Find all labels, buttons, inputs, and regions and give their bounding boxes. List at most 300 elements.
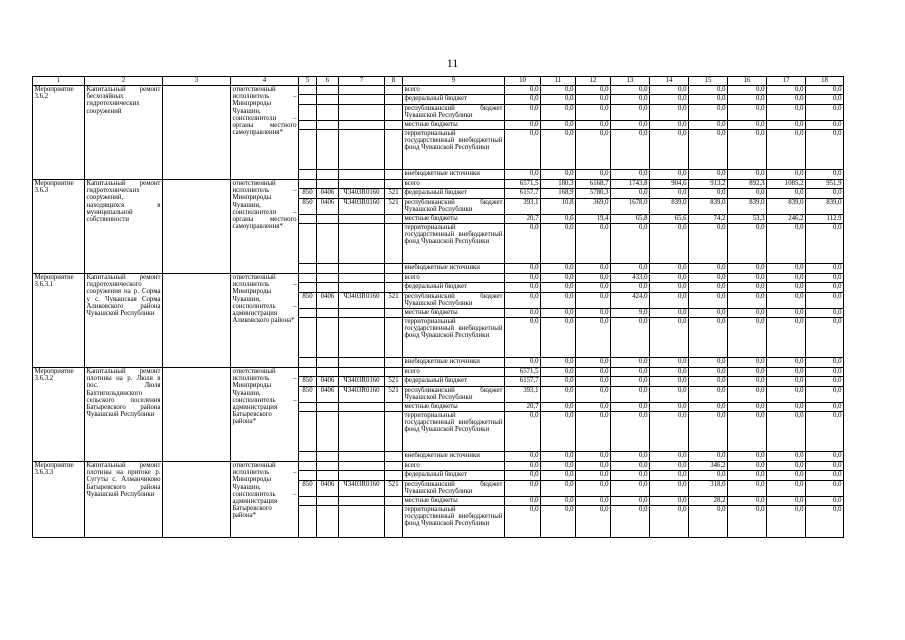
budget-code-cell [317, 462, 339, 471]
budget-code-cell [299, 215, 317, 224]
event-code-cell: Мероприятие 3.6.3 [33, 180, 85, 274]
value-cell: 0,0 [767, 497, 806, 506]
budget-code-cell [299, 224, 317, 264]
budget-code-cell [385, 105, 403, 121]
budget-code-cell [299, 274, 317, 283]
value-cell: 0,0 [611, 264, 650, 274]
funding-source-cell: территориальный государственный внебюджетный фонд Чувашской Республики [403, 412, 505, 452]
value-cell: 0,0 [611, 471, 650, 481]
value-cell: 0,0 [541, 170, 576, 180]
value-cell: 0,0 [767, 452, 806, 462]
value-cell: 0,0 [576, 462, 611, 471]
budget-code-cell [385, 452, 403, 462]
value-cell: 0,0 [767, 121, 806, 130]
value-cell: 0,0 [728, 274, 767, 283]
value-cell: 1085,2 [767, 180, 806, 189]
value-cell: 0,0 [541, 130, 576, 170]
value-cell: 839,0 [767, 199, 806, 215]
value-cell: 0,0 [505, 283, 541, 293]
value-cell: 0,0 [650, 170, 689, 180]
value-cell: 246,2 [767, 215, 806, 224]
column-number-cell: 9 [403, 77, 505, 86]
budget-code-cell [385, 403, 403, 412]
value-cell: 0,0 [650, 224, 689, 264]
funding-source-cell: всего [403, 274, 505, 283]
budget-code-cell [385, 368, 403, 377]
budget-code-cell [339, 506, 385, 538]
value-cell: 0,0 [505, 497, 541, 506]
budget-code-cell [299, 309, 317, 318]
value-cell: 0,0 [767, 318, 806, 358]
value-cell: 0,0 [806, 86, 844, 95]
page-number: 11 [446, 56, 459, 70]
value-cell: 0,0 [541, 264, 576, 274]
value-cell: 0,0 [611, 189, 650, 199]
table-row [33, 274, 844, 283]
value-cell: 0,0 [576, 309, 611, 318]
event-name-cell: Капитальный ремонт плотины на притоке р. Сугуты с. Алманчиково Батыревского района Чувашской Республики [85, 462, 163, 538]
budget-code-cell [339, 224, 385, 264]
funding-source-cell: внебюджетные источники [403, 264, 505, 274]
value-cell: 839,0 [689, 199, 728, 215]
budget-code-cell: 0406 [317, 481, 339, 497]
column-number-row [33, 77, 844, 86]
value-cell: 0,0 [650, 358, 689, 368]
value-cell: 0,0 [728, 189, 767, 199]
budget-code-cell: Ч3403R0160 [339, 481, 385, 497]
value-cell: 0,0 [806, 121, 844, 130]
budget-code-cell [385, 309, 403, 318]
budget-table [32, 76, 844, 538]
value-cell: 0,0 [806, 309, 844, 318]
budget-code-cell [339, 368, 385, 377]
value-cell: 0,0 [650, 264, 689, 274]
value-cell: 0,0 [728, 377, 767, 387]
value-cell: 0,0 [611, 86, 650, 95]
column-number-cell: 11 [541, 77, 576, 86]
budget-code-cell [339, 452, 385, 462]
value-cell: 0,0 [728, 224, 767, 264]
value-cell: 0,0 [576, 506, 611, 538]
value-cell: 0,0 [728, 481, 767, 497]
funding-source-cell: внебюджетные источники [403, 358, 505, 368]
column-number-cell: 15 [689, 77, 728, 86]
budget-code-cell [385, 170, 403, 180]
budget-code-cell [317, 497, 339, 506]
budget-code-cell [299, 264, 317, 274]
budget-code-cell [299, 452, 317, 462]
value-cell: 0,0 [689, 387, 728, 403]
value-cell: 0,0 [541, 283, 576, 293]
value-cell: 0,0 [505, 274, 541, 283]
value-cell: 0,0 [541, 462, 576, 471]
budget-code-cell [339, 318, 385, 358]
budget-code-cell [317, 130, 339, 170]
value-cell: 0,0 [611, 377, 650, 387]
table-row [33, 368, 844, 377]
value-cell: 0,0 [767, 105, 806, 121]
event-name-cell: Капитальный ремонт гидротехнических сооружений, находящихся в муниципальной собственности [85, 180, 163, 274]
value-cell: 0,0 [611, 130, 650, 170]
value-cell: 0,0 [689, 368, 728, 377]
value-cell: 0,0 [806, 170, 844, 180]
value-cell: 0,0 [505, 452, 541, 462]
budget-code-cell [299, 412, 317, 452]
budget-code-cell [317, 452, 339, 462]
budget-code-cell [299, 130, 317, 170]
value-cell: 0,0 [767, 130, 806, 170]
budget-code-cell: 0406 [317, 293, 339, 309]
funding-source-cell: всего [403, 368, 505, 377]
value-cell: 112,9 [806, 215, 844, 224]
column-number-cell: 8 [385, 77, 403, 86]
value-cell: 951,9 [806, 180, 844, 189]
value-cell: 0,0 [728, 130, 767, 170]
budget-code-cell [339, 105, 385, 121]
value-cell: 0,0 [650, 318, 689, 358]
value-cell: 0,0 [806, 497, 844, 506]
budget-code-cell [339, 283, 385, 293]
value-cell: 0,0 [650, 95, 689, 105]
value-cell: 0,0 [767, 506, 806, 538]
event-name-cell: Капитальный ремонт бесхозяйных гидротехнических сооружений [85, 86, 163, 180]
budget-code-cell [299, 121, 317, 130]
value-cell: 0,0 [576, 274, 611, 283]
value-cell: 0,0 [505, 318, 541, 358]
budget-code-cell [299, 95, 317, 105]
value-cell: 0,0 [611, 481, 650, 497]
value-cell: 0,0 [541, 368, 576, 377]
value-cell: 0,0 [689, 377, 728, 387]
value-cell: 0,0 [689, 412, 728, 452]
value-cell: 0,0 [541, 224, 576, 264]
value-cell: 0,0 [576, 264, 611, 274]
budget-code-cell: 850 [299, 387, 317, 403]
value-cell: 0,0 [806, 506, 844, 538]
value-cell: 0,0 [541, 274, 576, 283]
column-number-cell: 4 [231, 77, 299, 86]
value-cell: 0,0 [728, 95, 767, 105]
budget-code-cell [385, 412, 403, 452]
budget-code-cell: Ч3403R0160 [339, 387, 385, 403]
value-cell: 0,0 [689, 452, 728, 462]
value-cell: 10,8 [541, 199, 576, 215]
budget-code-cell [385, 462, 403, 471]
budget-code-cell [339, 215, 385, 224]
value-cell: 839,0 [650, 199, 689, 215]
budget-code-cell [317, 471, 339, 481]
value-cell: 0,0 [576, 377, 611, 387]
value-cell: 0,0 [806, 471, 844, 481]
value-cell: 0,0 [541, 452, 576, 462]
empty-cell [163, 274, 231, 368]
value-cell: 0,0 [541, 105, 576, 121]
value-cell: 0,0 [505, 224, 541, 264]
budget-code-cell [385, 224, 403, 264]
value-cell: 0,0 [767, 86, 806, 95]
value-cell: 0,0 [728, 462, 767, 471]
budget-code-cell: 0406 [317, 199, 339, 215]
budget-code-cell [299, 358, 317, 368]
value-cell: 0,0 [611, 224, 650, 264]
value-cell: 0,0 [689, 293, 728, 309]
value-cell: 0,0 [689, 170, 728, 180]
value-cell: 0,0 [576, 368, 611, 377]
value-cell: 168,9 [541, 189, 576, 199]
event-code-cell: Мероприятие 3.6.2 [33, 86, 85, 180]
value-cell: 0,0 [505, 471, 541, 481]
budget-code-cell [385, 506, 403, 538]
budget-code-cell [339, 358, 385, 368]
value-cell: 0,0 [767, 358, 806, 368]
value-cell: 0,0 [806, 452, 844, 462]
value-cell: 892,3 [728, 180, 767, 189]
value-cell: 0,0 [806, 224, 844, 264]
budget-code-cell [385, 180, 403, 189]
value-cell: 0,0 [505, 121, 541, 130]
value-cell: 0,0 [767, 264, 806, 274]
value-cell: 6571,5 [505, 368, 541, 377]
value-cell: 0,0 [767, 170, 806, 180]
funding-source-cell: местные бюджеты [403, 309, 505, 318]
value-cell: 0,0 [541, 121, 576, 130]
value-cell: 53,3 [728, 215, 767, 224]
value-cell: 20,7 [505, 403, 541, 412]
budget-code-cell: 850 [299, 189, 317, 199]
budget-code-cell [339, 497, 385, 506]
value-cell: 0,0 [650, 452, 689, 462]
value-cell: 0,0 [541, 481, 576, 497]
value-cell: 0,0 [806, 462, 844, 471]
value-cell: 28,2 [689, 497, 728, 506]
budget-code-cell [385, 318, 403, 358]
column-number-cell: 17 [767, 77, 806, 86]
value-cell: 0,0 [576, 471, 611, 481]
budget-code-cell [299, 471, 317, 481]
value-cell: 0,0 [541, 471, 576, 481]
budget-code-cell: 850 [299, 199, 317, 215]
value-cell: 0,0 [767, 309, 806, 318]
value-cell: 0,0 [505, 358, 541, 368]
value-cell: 0,0 [689, 274, 728, 283]
value-cell: 0,0 [767, 471, 806, 481]
budget-code-cell: 0406 [317, 377, 339, 387]
budget-code-cell [385, 130, 403, 170]
funding-source-cell: федеральный бюджет [403, 95, 505, 105]
budget-code-cell [317, 105, 339, 121]
value-cell: 0,0 [806, 368, 844, 377]
value-cell: 0,0 [767, 462, 806, 471]
budget-code-cell [385, 497, 403, 506]
value-cell: 0,0 [806, 293, 844, 309]
value-cell: 0,0 [728, 309, 767, 318]
value-cell: 0,0 [505, 293, 541, 309]
funding-source-cell: республиканский бюджет Чувашской Республики [404, 199, 503, 214]
funding-source-cell: местные бюджеты [403, 121, 505, 130]
value-cell: 0,6 [541, 215, 576, 224]
value-cell: 0,0 [728, 387, 767, 403]
value-cell: 0,0 [728, 283, 767, 293]
value-cell: 0,0 [767, 387, 806, 403]
budget-code-cell [317, 412, 339, 452]
value-cell: 0,0 [505, 506, 541, 538]
value-cell: 0,0 [728, 105, 767, 121]
value-cell: 6157,7 [505, 189, 541, 199]
value-cell: 0,0 [806, 105, 844, 121]
value-cell: 0,0 [806, 403, 844, 412]
budget-code-cell [339, 274, 385, 283]
budget-code-cell [339, 130, 385, 170]
value-cell: 0,0 [806, 130, 844, 170]
budget-code-cell [317, 170, 339, 180]
value-cell: 0,0 [611, 412, 650, 452]
value-cell: 5780,3 [576, 189, 611, 199]
funding-source-cell: местные бюджеты [403, 497, 505, 506]
column-number-cell: 3 [163, 77, 231, 86]
value-cell: 0,0 [650, 283, 689, 293]
value-cell: 0,0 [806, 318, 844, 358]
value-cell: 0,0 [806, 412, 844, 452]
value-cell: 0,0 [611, 95, 650, 105]
value-cell: 0,0 [728, 293, 767, 309]
value-cell: 0,0 [806, 377, 844, 387]
value-cell: 6157,7 [505, 377, 541, 387]
budget-code-cell [299, 497, 317, 506]
value-cell: 0,0 [505, 412, 541, 452]
value-cell: 0,0 [541, 318, 576, 358]
column-number-cell: 5 [299, 77, 317, 86]
funding-source-cell: территориальный государственный внебюджетный фонд Чувашской Республики [403, 506, 505, 538]
table-row [33, 180, 844, 189]
column-number-cell: 1 [33, 77, 85, 86]
budget-code-cell [339, 95, 385, 105]
value-cell: 0,0 [728, 506, 767, 538]
funding-source-cell: территориальный государственный внебюджетный фонд Чувашской Республики [403, 130, 505, 170]
value-cell: 0,0 [689, 224, 728, 264]
budget-code-cell [317, 368, 339, 377]
column-number-cell: 13 [611, 77, 650, 86]
value-cell: 0,0 [728, 318, 767, 358]
budget-code-cell [385, 86, 403, 95]
value-cell: 0,0 [689, 471, 728, 481]
value-cell: 0,0 [728, 170, 767, 180]
budget-code-cell [317, 309, 339, 318]
value-cell: 1743,8 [611, 180, 650, 189]
funding-source-cell: местные бюджеты [403, 403, 505, 412]
value-cell: 0,0 [728, 497, 767, 506]
value-cell: 0,0 [576, 224, 611, 264]
value-cell: 913,2 [689, 180, 728, 189]
budget-code-cell [317, 264, 339, 274]
budget-code-cell: 0406 [317, 387, 339, 403]
value-cell: 0,0 [505, 95, 541, 105]
budget-code-cell [317, 274, 339, 283]
value-cell: 0,0 [611, 497, 650, 506]
budget-code-cell [299, 318, 317, 358]
value-cell: 0,0 [611, 283, 650, 293]
value-cell: 0,0 [650, 86, 689, 95]
value-cell: 0,0 [505, 105, 541, 121]
funding-source-cell: федеральный бюджет [403, 283, 505, 293]
budget-code-cell [317, 318, 339, 358]
value-cell: 0,0 [650, 412, 689, 452]
value-cell: 0,0 [576, 318, 611, 358]
value-cell: 0,0 [541, 412, 576, 452]
value-cell: 1678,0 [611, 199, 650, 215]
value-cell: 0,0 [611, 170, 650, 180]
budget-code-cell [317, 403, 339, 412]
budget-code-cell [339, 309, 385, 318]
budget-code-cell [385, 283, 403, 293]
value-cell: 393,1 [505, 387, 541, 403]
empty-cell [163, 86, 231, 180]
value-cell: 0,0 [541, 358, 576, 368]
executor-cell: ответственный исполнитель – Минприроды Чувашии, соисполнитель – администрация Батыревского района* [231, 462, 299, 538]
value-cell: 0,0 [728, 358, 767, 368]
executor-cell: ответственный исполнитель – Минприроды Чувашии, соисполнители – органы местного самоуправления* [231, 86, 299, 180]
value-cell: 0,0 [728, 121, 767, 130]
budget-code-cell [299, 403, 317, 412]
funding-source-cell: всего [403, 462, 505, 471]
budget-code-cell [299, 506, 317, 538]
funding-source-cell: республиканский бюджет Чувашской Республики [404, 105, 503, 120]
value-cell: 0,0 [806, 264, 844, 274]
value-cell: 424,0 [611, 293, 650, 309]
budget-code-cell [317, 358, 339, 368]
value-cell: 0,0 [689, 403, 728, 412]
value-cell: 0,0 [806, 189, 844, 199]
value-cell: 0,0 [650, 189, 689, 199]
value-cell: 0,0 [576, 403, 611, 412]
empty-cell [163, 180, 231, 274]
value-cell: 904,6 [650, 180, 689, 189]
value-cell: 0,0 [505, 462, 541, 471]
value-cell: 0,0 [576, 121, 611, 130]
value-cell: 0,0 [767, 189, 806, 199]
executor-cell: ответственный исполнитель – Минприроды Чувашии, соисполнитель – администрация Аликовского района* [231, 274, 299, 368]
column-number-cell: 16 [728, 77, 767, 86]
value-cell: 346,2 [689, 462, 728, 471]
value-cell: 318,0 [689, 481, 728, 497]
value-cell: 0,0 [728, 471, 767, 481]
value-cell: 0,0 [505, 170, 541, 180]
value-cell: 0,0 [650, 105, 689, 121]
value-cell: 0,0 [541, 506, 576, 538]
value-cell: 839,0 [728, 199, 767, 215]
value-cell: 0,0 [728, 368, 767, 377]
value-cell: 0,0 [767, 95, 806, 105]
value-cell: 0,0 [611, 105, 650, 121]
value-cell: 0,0 [767, 403, 806, 412]
event-code-cell: Мероприятие 3.6.3.2 [33, 368, 85, 462]
executor-cell: ответственный исполнитель – Минприроды Чувашии, соисполнители – органы местного самоуправления* [231, 180, 299, 274]
budget-code-cell [385, 358, 403, 368]
budget-code-cell: Ч3403R0160 [339, 189, 385, 199]
budget-code-cell [339, 462, 385, 471]
funding-source-cell: территориальный государственный внебюджетный фонд Чувашской Республики [403, 318, 505, 358]
value-cell: 0,0 [541, 497, 576, 506]
value-cell: 0,0 [767, 412, 806, 452]
budget-code-cell: 850 [299, 481, 317, 497]
value-cell: 0,0 [728, 412, 767, 452]
value-cell: 6168,7 [576, 180, 611, 189]
budget-code-cell [385, 274, 403, 283]
value-cell: 0,0 [611, 121, 650, 130]
value-cell: 0,0 [576, 358, 611, 368]
value-cell: 74,2 [689, 215, 728, 224]
value-cell: 0,0 [767, 481, 806, 497]
value-cell: 0,0 [650, 481, 689, 497]
